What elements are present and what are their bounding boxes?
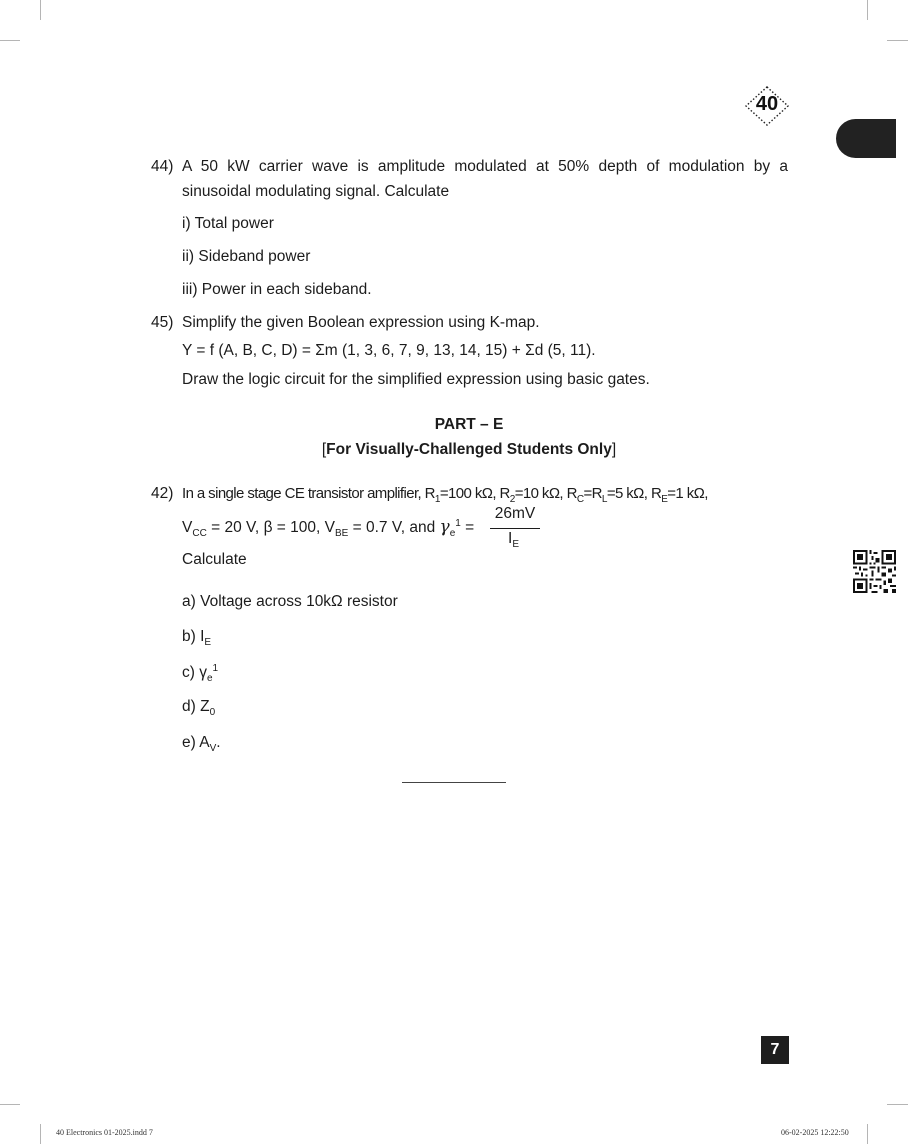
value: =10 kΩ, bbox=[514, 485, 563, 502]
value: = 20 V, bbox=[211, 519, 260, 536]
question-part bbox=[182, 734, 221, 754]
fraction-bar bbox=[490, 528, 540, 529]
subject-code-badge bbox=[745, 86, 789, 126]
crop-mark bbox=[40, 1124, 41, 1144]
subscript: C bbox=[576, 494, 584, 505]
subscript: 0 bbox=[209, 707, 216, 718]
edge-tab bbox=[836, 119, 896, 158]
equals: = bbox=[465, 519, 475, 536]
question-part bbox=[182, 628, 211, 648]
superscript: 1 bbox=[212, 663, 219, 674]
slug-timestamp: 06-02-2025 12:22:50 bbox=[781, 1128, 849, 1137]
subscript: e bbox=[206, 673, 213, 684]
symbol-rl: R bbox=[591, 485, 602, 502]
part-label: e) A bbox=[182, 734, 210, 751]
value: =100 kΩ, bbox=[439, 485, 496, 502]
question-part bbox=[182, 698, 215, 718]
qr-code-icon bbox=[853, 550, 896, 593]
question-number: 44) bbox=[151, 158, 174, 175]
bracket: [ bbox=[321, 441, 327, 458]
crop-mark bbox=[887, 40, 908, 41]
part-label: b) I bbox=[182, 628, 205, 645]
subscript: E bbox=[204, 637, 212, 648]
subtitle-text: For Visually-Challenged Students Only bbox=[326, 441, 612, 458]
fraction-denominator bbox=[508, 530, 519, 550]
bracket: ] bbox=[611, 441, 617, 458]
crop-mark bbox=[0, 40, 20, 41]
question-part: ii) Sideband power bbox=[182, 248, 311, 265]
crop-mark bbox=[867, 1124, 868, 1144]
symbol-rc: R bbox=[566, 485, 577, 502]
fraction-numerator: 26mV bbox=[494, 505, 536, 522]
value: = 0.7 V, and bbox=[352, 519, 436, 536]
boolean-expression: Y = f (A, B, C, D) = Σm (1, 3, 6, 7, 9, 13, 14, 15) + Σd (5, 11). bbox=[182, 342, 596, 359]
symbol-vbe: V bbox=[324, 519, 335, 536]
question-42-line-1 bbox=[182, 485, 708, 505]
symbol-r2: R bbox=[499, 485, 510, 502]
question-number: 42) bbox=[151, 485, 174, 502]
crop-mark bbox=[887, 1104, 908, 1105]
equals: = bbox=[583, 485, 592, 502]
question-part: a) Voltage across 10kΩ resistor bbox=[182, 593, 398, 610]
question-45 bbox=[151, 310, 791, 335]
question-part: i) Total power bbox=[182, 215, 274, 232]
subscript: E bbox=[512, 539, 519, 550]
part-label: c) γ bbox=[182, 664, 207, 681]
crop-mark bbox=[867, 0, 868, 20]
subscript: BE bbox=[334, 528, 349, 539]
subscript: 2 bbox=[509, 494, 515, 505]
end-rule bbox=[402, 782, 506, 783]
subscript: 1 bbox=[434, 494, 440, 505]
crop-mark bbox=[40, 0, 41, 20]
question-text: A 50 kW carrier wave is amplitude modulated at 50% depth of modulation by a sinusoidal modulating signal. Calculate bbox=[182, 158, 788, 200]
question-text: In a single stage CE transistor amplifier, bbox=[182, 485, 422, 502]
crop-mark bbox=[0, 1104, 20, 1105]
question-part bbox=[182, 663, 218, 684]
part-subtitle bbox=[150, 441, 788, 459]
symbol-vcc: V bbox=[182, 519, 193, 536]
subscript: e bbox=[449, 528, 456, 539]
value: =5 kΩ, bbox=[606, 485, 648, 502]
subscript: L bbox=[601, 494, 607, 505]
subscript: V bbox=[209, 743, 217, 754]
symbol-r1: R bbox=[424, 485, 435, 502]
beta-value: β = 100, bbox=[263, 519, 321, 536]
question-number: 45) bbox=[151, 314, 174, 331]
question-text: Simplify the given Boolean expression using K-map. bbox=[182, 314, 540, 331]
question-part: iii) Power in each sideband. bbox=[182, 281, 372, 298]
part-label: d) Z bbox=[182, 698, 210, 715]
gamma-symbol: γ bbox=[439, 517, 450, 537]
question-instruction: Draw the logic circuit for the simplified expression using basic gates. bbox=[182, 371, 650, 388]
value: =1 kΩ, bbox=[667, 485, 708, 502]
subscript: CC bbox=[192, 528, 207, 539]
part-title: PART – E bbox=[434, 416, 504, 433]
subscript: E bbox=[661, 494, 668, 505]
symbol-i: I bbox=[508, 530, 513, 547]
subject-code: 40 bbox=[755, 93, 779, 115]
superscript: 1 bbox=[455, 518, 461, 529]
calculate-label: Calculate bbox=[182, 551, 247, 568]
page-number: 7 bbox=[761, 1036, 789, 1064]
period: . bbox=[216, 734, 221, 751]
symbol-re: R bbox=[650, 485, 662, 502]
question-42-line-2 bbox=[182, 517, 474, 539]
question-44 bbox=[151, 154, 791, 206]
slug-filename: 40 Electronics 01-2025.indd 7 bbox=[56, 1128, 153, 1137]
